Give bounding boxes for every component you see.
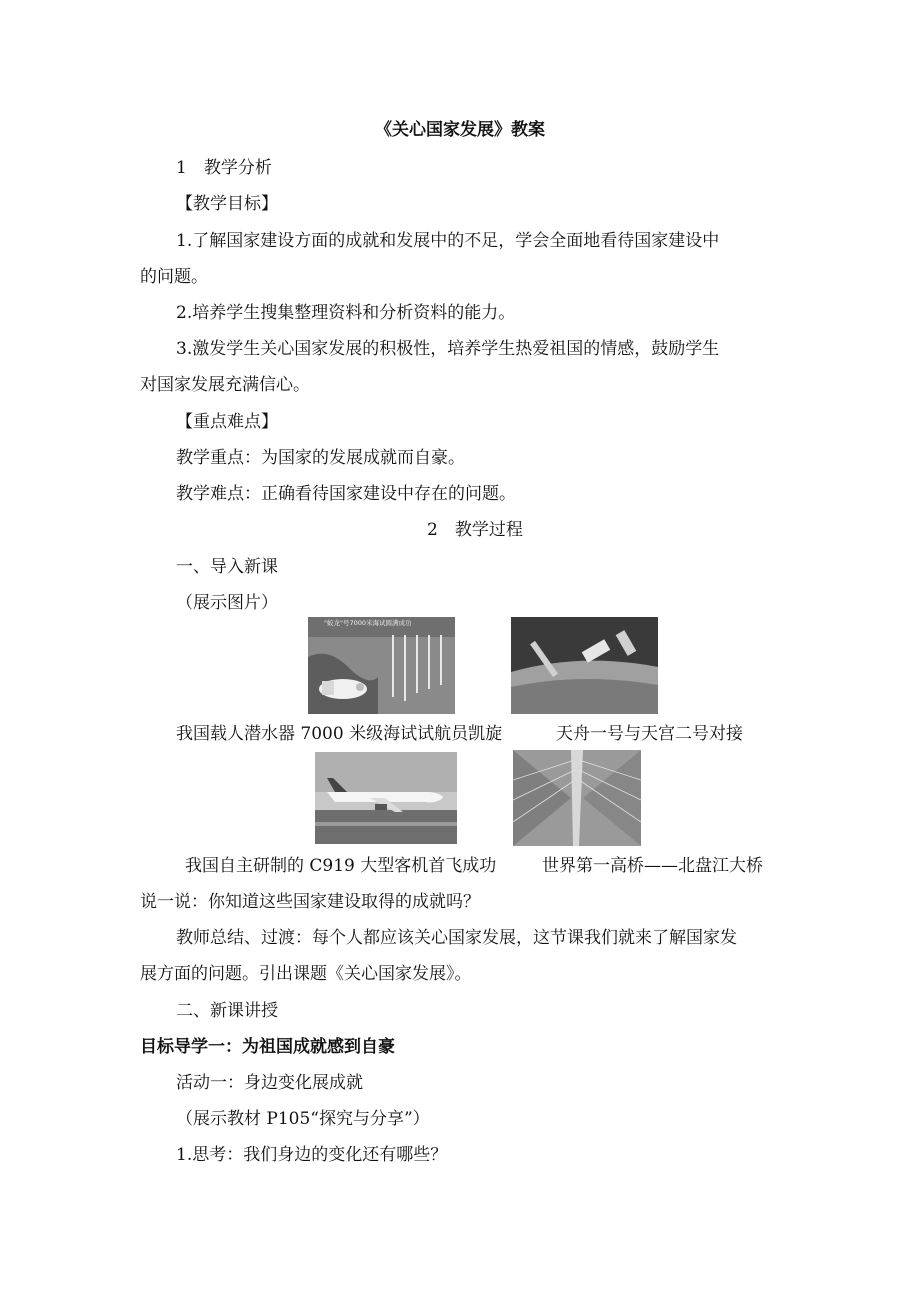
summary-line-1: 教师总结、过渡：每个人都应该关心国家发展，这节课我们就来了解国家发 bbox=[176, 928, 737, 948]
goal-1-line-2: 的问题。 bbox=[140, 267, 208, 287]
section-heading-analysis: 1 教学分析 bbox=[176, 158, 272, 178]
difficult-point: 教学难点：正确看待国家建设中存在的问题。 bbox=[176, 484, 516, 504]
submersible-photo bbox=[308, 617, 455, 714]
key-point: 教学重点：为国家的发展成就而自豪。 bbox=[176, 448, 465, 468]
caption-docking: 天舟一号与天宫二号对接 bbox=[556, 724, 743, 744]
summary-line-2: 展方面的问题。引出课题《关心国家发展》。 bbox=[140, 964, 472, 984]
think-question-1: 1.思考：我们身边的变化还有哪些？ bbox=[176, 1145, 448, 1165]
goal-1-line-1: 1.了解国家建设方面的成就和发展中的不足，学会全面地看待国家建设中 bbox=[176, 231, 720, 251]
c919-plane-photo bbox=[315, 752, 457, 844]
goal-2: 2.培养学生搜集整理资料和分析资料的能力。 bbox=[176, 303, 516, 323]
part-2-heading: 二、新课讲授 bbox=[176, 1001, 278, 1021]
part-1-heading: 一、导入新课 bbox=[176, 557, 278, 577]
caption-bridge: 世界第一高桥——北盘江大桥 bbox=[542, 856, 763, 876]
goal-3-line-1: 3.激发学生关心国家发展的积极性，培养学生热爱祖国的情感，鼓励学生 bbox=[176, 339, 720, 359]
page-title: 《关心国家发展》教案 bbox=[375, 120, 545, 140]
target-1-heading: 目标导学一：为祖国成就感到自豪 bbox=[140, 1037, 395, 1057]
textbook-note: （展示教材 P105“探究与分享”） bbox=[176, 1109, 430, 1129]
goals-heading: 【教学目标】 bbox=[176, 194, 278, 214]
submersible-banner-text: "蛟龙"号7000米海试圆满成功 bbox=[324, 619, 412, 627]
spacecraft-docking-photo bbox=[511, 617, 658, 714]
goal-3-line-2: 对国家发展充满信心。 bbox=[140, 375, 310, 395]
key-points-heading: 【重点难点】 bbox=[176, 412, 278, 432]
show-pictures-note: （展示图片） bbox=[176, 593, 278, 613]
activity-1: 活动一：身边变化展成就 bbox=[176, 1073, 363, 1093]
section-heading-process: 2 教学过程 bbox=[427, 520, 523, 540]
discussion-prompt: 说一说：你知道这些国家建设取得的成就吗？ bbox=[140, 892, 480, 912]
bridge-photo bbox=[513, 750, 641, 846]
caption-submersible: 我国载人潜水器 7000 米级海试试航员凯旋 bbox=[176, 724, 503, 744]
caption-c919: 我国自主研制的 C919 大型客机首飞成功 bbox=[185, 856, 497, 876]
